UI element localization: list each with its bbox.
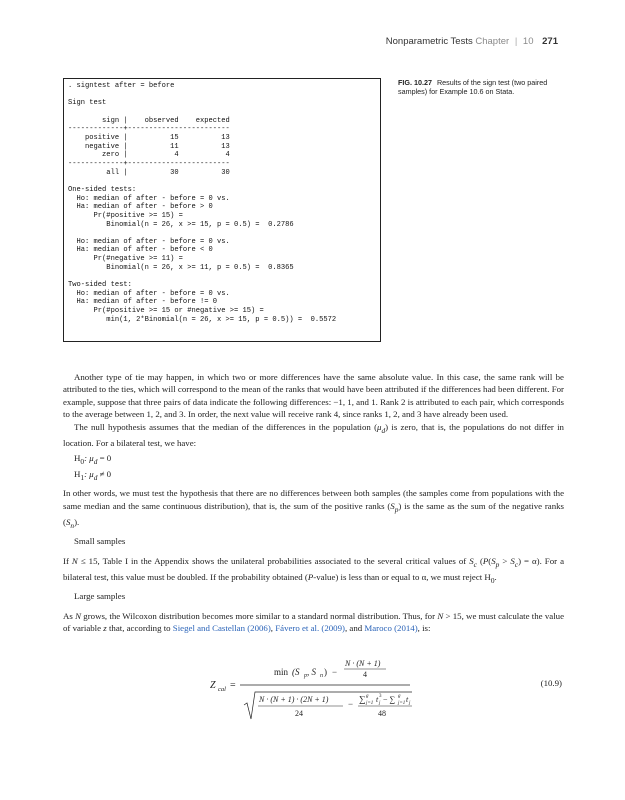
hypothesis-h1: $H_1$: $\mu_d \ne 0$ (74, 469, 112, 483)
eq-sum-2: − ∑ (383, 695, 396, 704)
stata-output-line: Pr(#positive >= 15 or #negative >= 15) = (68, 307, 264, 316)
eq-tj-1: j (379, 701, 381, 706)
eq-equals: = (230, 680, 236, 691)
eq-min-open: (S (292, 667, 300, 677)
eq-t-1: t (376, 695, 379, 704)
eq-frac1-num: N · (N + 1) (345, 659, 381, 668)
stata-output-line: Binomial(n = 26, x >= 11, p = 0.5) = 0.8365 (68, 263, 294, 272)
eq-sum-1-lower: j=1 (366, 701, 374, 706)
eq-minus-1: − (332, 667, 338, 677)
stata-output-line: Sign test (68, 99, 107, 108)
eq-min: min (274, 667, 289, 677)
eq-sn: , S (307, 667, 316, 677)
eq-cube: 3 (379, 694, 382, 699)
equation-svg (200, 655, 560, 725)
header-title: Nonparametric Tests (385, 36, 473, 47)
eq-tj-2: j (409, 701, 411, 706)
figure-caption (398, 78, 566, 97)
stata-output-line: Pr(#positive >= 15) = (68, 211, 183, 220)
figure-caption-text: Results of the sign test (two paired samples) for Example 10.6 on Stata. (398, 78, 548, 97)
stata-output-line: -------------+------------------------ (68, 125, 230, 134)
paragraph-small-samples: If N ≤ 15, Table I in the Appendix shows the unilateral probabilities associated to the several critical values of $S_c$ $(P(S_p > S_c) = \alpha)$. For a bilateral test, this value must be doubled. If the probability obtained (P-value) is less than or equal to α, we must reject $H_0$. (63, 555, 565, 585)
stata-output-line: Ha: median of after - before > 0 (68, 203, 213, 212)
paragraph-ties: Another type of tie may happen, in which two or more differences have the same absolute value. In this case, the same rank will be attributed to the ties, which will correspond to the mean of the ranks that would have been attributed if the differences had been different. For example, suppose that three pairs of data indicate the following differences: −1, 1, and 1. Rank 2 is attributed to each pair, which corresponds to the average between 1, 2, and 3. In order, the next value will receive rank 4, since ranks 1, 2, and 3 have already been used. (63, 372, 564, 420)
citation-maroco[interactable]: Maroco (2014) (364, 623, 418, 634)
citation-siegel[interactable]: Siegel and Castellan (2006) (172, 623, 271, 634)
eq-frac2-den: 24 (295, 709, 303, 718)
hypotheses (74, 452, 564, 484)
header-separator: | (514, 36, 518, 47)
eq-frac1-den: 4 (363, 670, 367, 679)
header-chapter: Chapter (475, 36, 510, 47)
stata-output-line: Ha: median of after - before < 0 (68, 246, 213, 255)
stata-output-line: negative | 11 13 (68, 142, 230, 151)
stata-output-line: Ho: median of after - before = 0 vs. (68, 237, 230, 246)
stata-output-line: all | 30 30 (68, 168, 230, 177)
stata-output-line: Ha: median of after - before != 0 (68, 298, 217, 307)
paragraph-null-hypothesis: The null hypothesis assumes that the median of the differences in the population $(\mu_d)$ is zero, that is, the populations do not differ in location. For a bilateral test, we have: (63, 421, 564, 449)
body-text (63, 371, 564, 635)
stata-output-figure (63, 78, 381, 342)
stata-output-line: . signtest after = before (68, 82, 175, 90)
stata-output-line: Binomial(n = 26, x >= 15, p = 0.5) = 0.2786 (68, 220, 294, 229)
equation-number: (10.9) (540, 678, 562, 688)
citation-favero[interactable]: Fávero et al. (2009) (275, 623, 345, 634)
eq-min-close: ) (324, 667, 327, 677)
running-header (386, 36, 558, 47)
stata-output-line: Ho: median of after - before = 0 vs. (68, 194, 230, 203)
stata-output-line: zero | 4 4 (68, 151, 230, 160)
eq-sum-1-upper: g (366, 694, 369, 699)
eq-sum-2-upper: g (398, 694, 401, 699)
heading-small-samples: Small samples (74, 536, 126, 547)
eq-frac2-num: N · (N + 1) · (2N + 1) (259, 695, 329, 704)
stata-output-line: -------------+------------------------ (68, 159, 230, 168)
paragraph-large-samples: As N grows, the Wilcoxon distribution becomes more similar to a standard normal distribution. Thus, for N > 15, we must calculate the value of variable z that, according to Siegel and Castellan (2006), Fávero et al. (2009), and Maroco (2014), is: (63, 610, 565, 634)
stata-output-line: Ho: median of after - before = 0 vs. (68, 289, 230, 298)
stata-output-line: Pr(#negative >= 11) = (68, 255, 183, 264)
eq-lhs-sub: cal (218, 686, 226, 693)
stata-output-line: sign | observed expected (68, 116, 230, 125)
heading-large-samples: Large samples (74, 591, 126, 602)
header-chapter-number: 10 (522, 36, 534, 47)
eq-sp-sub: p (304, 673, 307, 679)
page-number: 271 (542, 36, 558, 47)
eq-sn-sub: n (320, 673, 323, 679)
eq-sum-1: ∑ (359, 694, 366, 704)
eq-t-2: t (406, 695, 409, 704)
stata-output-line: Two-sided test: (68, 281, 132, 290)
stata-output-line: One-sided tests: (68, 185, 137, 194)
eq-lhs: Z (210, 680, 216, 691)
eq-minus-2: − (348, 699, 354, 709)
stata-output-line: min(1, 2*Binomial(n = 26, x >= 15, p = 0.5)) = 0.5572 (68, 315, 337, 324)
equation-z-cal (200, 655, 560, 725)
eq-frac3-den: 48 (378, 709, 386, 718)
stata-output-text (64, 79, 380, 324)
figure-id: FIG. 10.27 (398, 78, 432, 87)
paragraph-rank-sums: In other words, we must test the hypothesis that there are no differences between both samples (the samples come from populations with the same median and the same continuous distribution), that is, the sum of the positive ranks $(S_p)$ is the same as the sum of the negative ranks $(S_n)$. (63, 488, 564, 530)
hypothesis-h0: $H_0$: $\mu_d = 0$ (74, 453, 112, 467)
eq-sum-2-lower: j=1 (398, 701, 406, 706)
stata-output-line: positive | 15 13 (68, 133, 230, 142)
